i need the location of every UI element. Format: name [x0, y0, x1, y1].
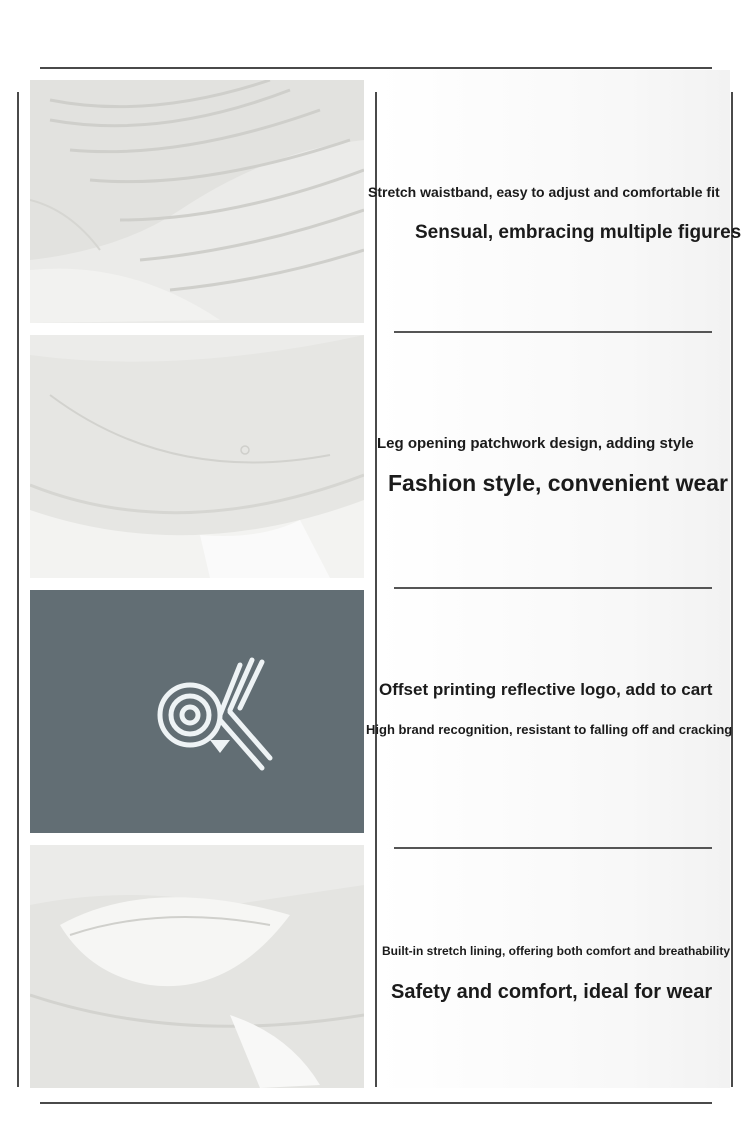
- section-divider-3: [394, 847, 712, 849]
- section-3-headline: Offset printing reflective logo, add to cart: [379, 680, 713, 699]
- section-4-feature-text: Built-in stretch lining, offering both comfort and breathability: [382, 944, 730, 958]
- section-divider-1: [394, 331, 712, 333]
- section-divider-2: [394, 587, 712, 589]
- frame-top-line: [40, 67, 712, 69]
- section-4-headline: Safety and comfort, ideal for wear: [391, 981, 713, 1003]
- section-1-feature-text: Stretch waistband, easy to adjust and comfortable fit: [368, 184, 720, 200]
- reflective-logo-detail-image: [30, 590, 364, 833]
- lining-detail-image: [30, 845, 364, 1088]
- center-divider-line: [375, 92, 377, 1087]
- leg-opening-detail-image: [30, 335, 364, 578]
- section-1-headline: Sensual, embracing multiple figures: [415, 222, 742, 243]
- frame-bottom-line: [40, 1102, 712, 1104]
- section-3-feature-text: High brand recognition, resistant to falling off and cracking: [366, 722, 733, 737]
- waistband-detail-image: [30, 80, 364, 323]
- frame-left-line: [17, 92, 19, 1087]
- section-2-headline: Fashion style, convenient wear: [388, 470, 728, 496]
- section-2-feature-text: Leg opening patchwork design, adding style: [377, 435, 694, 452]
